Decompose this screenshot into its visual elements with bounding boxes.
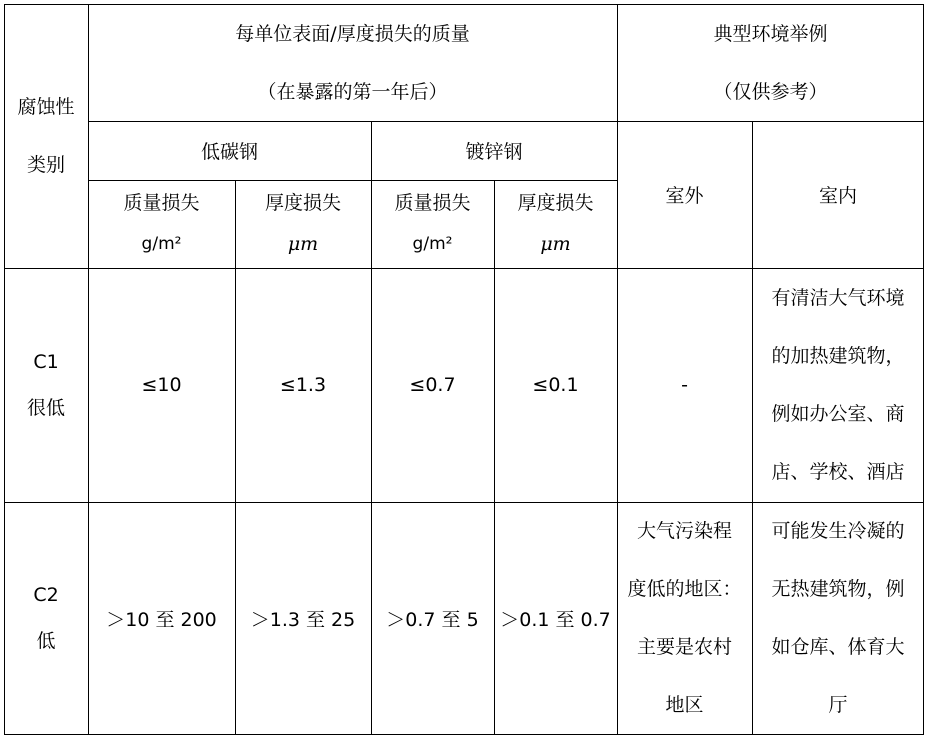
- row-c2-indoor: [752, 502, 924, 734]
- header-zn-mass-unit: g/m²: [412, 234, 453, 254]
- row-c1-category-code: C1: [33, 351, 59, 373]
- header-galvanized-steel: [371, 121, 617, 180]
- header-carbon-steel-label: 低碳钢: [200, 141, 258, 163]
- row-c1-indoor: [752, 268, 924, 502]
- header-cs-thickness-loss: [235, 180, 371, 268]
- row-c2-zn-thickness-value: ＞0.1 至 0.7: [500, 608, 611, 631]
- row-c1-outdoor: [617, 268, 752, 502]
- header-mass-loss: [88, 4, 617, 121]
- header-environment: [617, 4, 924, 121]
- row-c1-cs-thickness-value: ≤1.3: [279, 374, 327, 396]
- border-bottom: [4, 734, 924, 735]
- row-c2-category: [4, 502, 88, 734]
- header-environment-line-1: 典型环境举例: [713, 22, 828, 45]
- header-indoor: [752, 121, 924, 268]
- header-mass-loss-line-2: （在暴露的第一年后）: [257, 80, 448, 103]
- row-c1-zn-thickness: [494, 268, 617, 502]
- row-c1-category-label: 很低: [26, 397, 65, 419]
- row-c1-zn-mass: [371, 268, 494, 502]
- row-c2-outdoor-line-2: 度低的地区：: [627, 578, 742, 600]
- row-c1-outdoor-value: -: [681, 374, 688, 396]
- row-c2-cs-thickness-value: ＞1.3 至 25: [250, 608, 356, 631]
- row-c2-outdoor-line-3: 主要是农村: [636, 636, 732, 658]
- row-c1-cs-mass-value: ≤10: [141, 374, 182, 396]
- header-environment-line-2: （仅供参考）: [713, 80, 828, 103]
- header-zn-mass-loss-label: 质量损失: [394, 192, 471, 214]
- row-c1-cs-thickness: [235, 268, 371, 502]
- header-cs-thickness-loss-label: 厚度损失: [264, 192, 341, 214]
- row-c2-indoor-line-3: 如仓库、体育大: [771, 636, 905, 658]
- header-zn-thickness-loss-label: 厚度损失: [517, 192, 594, 214]
- corrosivity-table: [4, 4, 924, 735]
- row-c2-outdoor: [617, 502, 752, 734]
- row-c2-indoor-line-2: 无热建筑物，例: [771, 578, 905, 600]
- header-outdoor-label: 室外: [665, 185, 704, 207]
- header-galvanized-steel-label: 镀锌钢: [465, 141, 523, 163]
- header-mass-loss-line-1: 每单位表面/厚度损失的质量: [235, 22, 470, 45]
- row-c2-outdoor-line-4: 地区: [665, 694, 704, 716]
- row-c1-zn-thickness-value: ≤0.1: [532, 374, 579, 396]
- row-c2-zn-mass-value: ＞0.7 至 5: [386, 608, 479, 631]
- row-c1-cs-mass: [88, 268, 235, 502]
- header-zn-thickness-loss: [494, 180, 617, 268]
- row-c2-cs-mass: [88, 502, 235, 734]
- row-c2-category-label: 低: [36, 630, 56, 652]
- header-outdoor: [617, 121, 752, 268]
- header-cs-mass-loss-label: 质量损失: [123, 192, 200, 214]
- header-indoor-label: 室内: [818, 185, 857, 207]
- header-cs-thickness-unit: μm: [287, 233, 319, 255]
- row-c1-zn-mass-value: ≤0.7: [409, 374, 456, 396]
- row-c1-indoor-line-2: 的加热建筑物，: [771, 345, 905, 367]
- row-c1-indoor-line-4: 店、学校、酒店: [771, 461, 905, 483]
- row-c2-zn-thickness: [494, 502, 617, 734]
- row-c2-zn-mass: [371, 502, 494, 734]
- row-c1-category: [4, 268, 88, 502]
- header-category-line-1: 腐蚀性: [17, 96, 75, 118]
- header-cs-mass-loss: [88, 180, 235, 268]
- row-c2-cs-mass-value: ＞10 至 200: [106, 608, 217, 631]
- row-c2-category-code: C2: [33, 584, 59, 606]
- row-c2-indoor-line-1: 可能发生冷凝的: [771, 520, 905, 542]
- header-category: [4, 4, 88, 268]
- row-c2-outdoor-line-1: 大气污染程: [636, 520, 732, 542]
- header-cs-mass-unit: g/m²: [141, 234, 182, 254]
- header-carbon-steel: [88, 121, 371, 180]
- row-c1-indoor-line-3: 例如办公室、商: [771, 403, 905, 425]
- header-zn-mass-loss: [371, 180, 494, 268]
- row-c2-cs-thickness: [235, 502, 371, 734]
- header-zn-thickness-unit: μm: [540, 233, 571, 255]
- row-c2-indoor-line-4: 厅: [828, 694, 848, 716]
- header-category-line-2: 类别: [26, 154, 65, 176]
- row-c1-indoor-line-1: 有清洁大气环境: [771, 287, 905, 309]
